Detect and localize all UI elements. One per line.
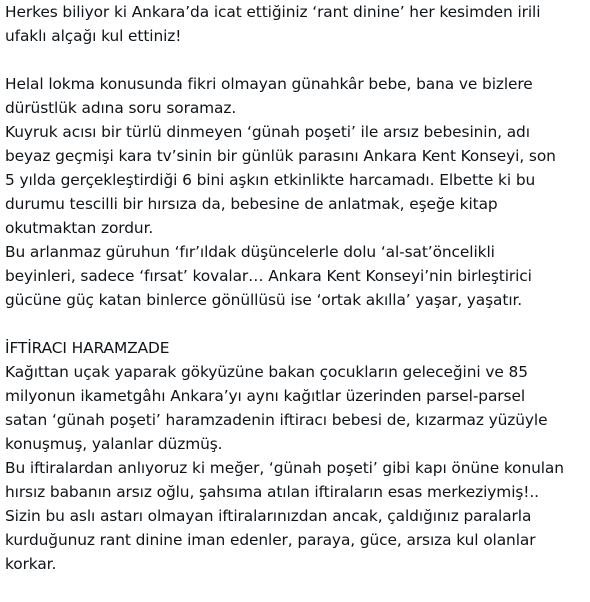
text-line: konuşmuş, yalanlar düzmüş. <box>5 435 223 453</box>
paragraph-gap <box>5 48 585 72</box>
text-line: hırsız babanın arsız oğlu, şahsıma atılan iftiraların esas merkeziymiş!.. <box>5 483 539 501</box>
text-line: Kuyruk acısı bir türlü dinmeyen ‘günah poşeti’ ile arsız bebesinin, adı <box>5 123 530 141</box>
text-line: Helal lokma konusunda fikri olmayan günahkâr bebe, bana ve bizlere <box>5 75 533 93</box>
text-line: Bu arlanmaz güruhun ‘fır’ıldak düşüncelerle dolu ‘al-sat’öncelikli <box>5 243 495 261</box>
text-line: okutmaktan zordur. <box>5 219 154 237</box>
text-line: dürüstlük adına soru soramaz. <box>5 99 237 117</box>
text-line: milyonun ikametgâhı Ankara’yı aynı kağıtlar üzerinden parsel-parsel <box>5 387 526 405</box>
paragraph-gap <box>5 312 585 336</box>
text-line: durumu tescilli bir hırsıza da, bebesine de anlatmak, eşeğe kitap <box>5 195 498 213</box>
text-line: Sizin bu aslı astarı olmayan iftiralarınızdan ancak, çaldığınız paralarla <box>5 507 532 525</box>
post-text <box>5 0 585 576</box>
paragraph-body <box>5 72 585 312</box>
paragraph-intro <box>5 0 585 48</box>
text-line: Herkes biliyor ki Ankara’da icat ettiğiniz ‘rant dinine’ her kesimden irili <box>5 3 541 21</box>
text-line: 5 yılda gerçekleştirdiği 6 bini aşkın etkinlikte harcamadı. Elbette ki bu <box>5 171 536 189</box>
text-line: beyaz geçmişi kara tv’sinin bir günlük parasını Ankara Kent Konseyi, son <box>5 147 556 165</box>
text-line: beyinleri, sadece ‘fırsat’ kovalar… Ankara Kent Konseyi’nin birleştirici <box>5 267 532 285</box>
text-line: kurduğunuz rant dinine iman edenler, paraya, güce, arsıza kul olanlar <box>5 531 536 549</box>
text-line: satan ‘günah poşeti’ haramzadenin iftiracı bebesi de, kızarmaz yüzüyle <box>5 411 548 429</box>
section-heading: İFTİRACI HARAMZADE <box>5 339 170 357</box>
text-line: Bu iftiralardan anlıyoruz ki meğer, ‘günah poşeti’ gibi kapı önüne konulan <box>5 459 564 477</box>
text-line: Kağıttan uçak yaparak gökyüzüne bakan çocukların geleceğini ve 85 <box>5 363 528 381</box>
text-line: gücüne güç katan binlerce gönüllüsü ise ‘ortak akılla’ yaşar, yaşatır. <box>5 291 523 309</box>
text-line: korkar. <box>5 555 57 573</box>
paragraph-section <box>5 336 585 576</box>
text-line: ufaklı alçağı kul ettiniz! <box>5 27 182 45</box>
